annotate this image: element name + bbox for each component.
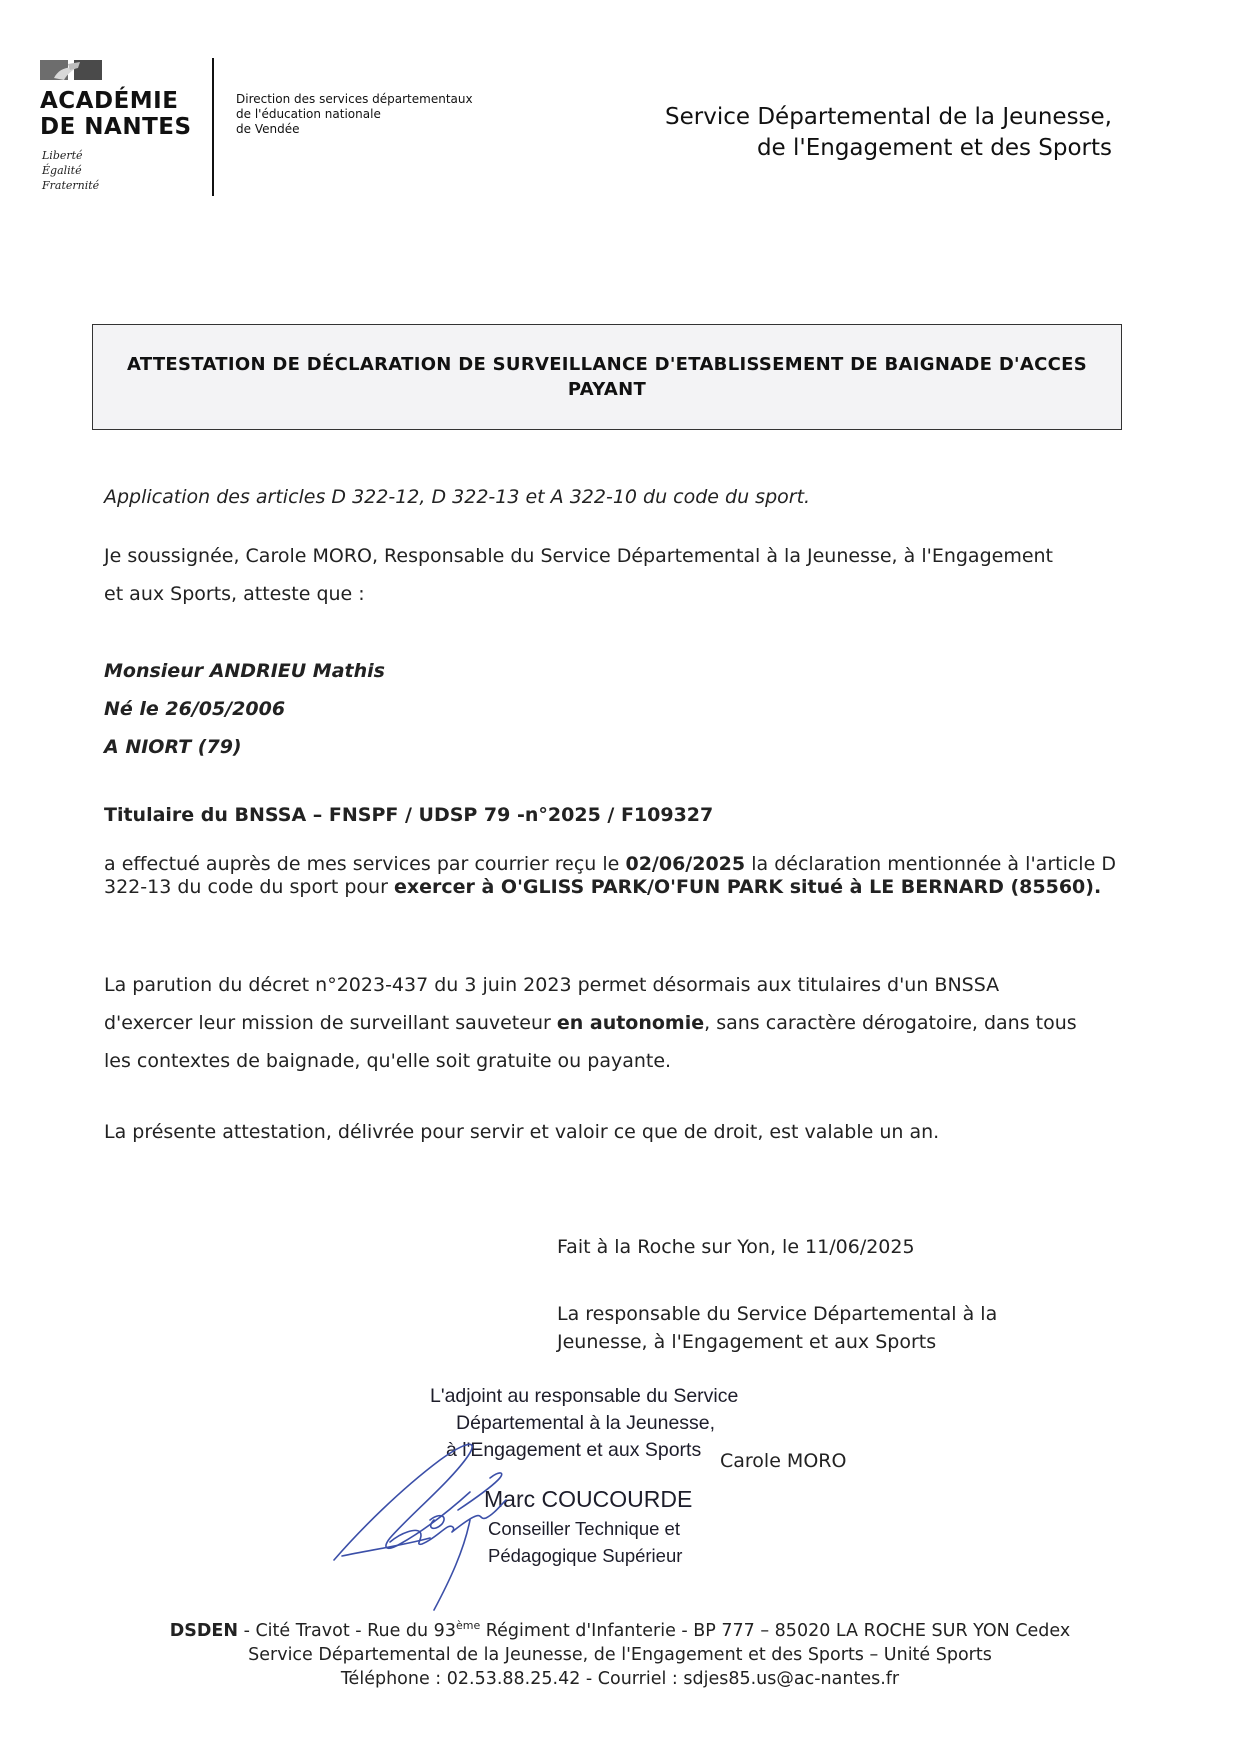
role-line-1: La responsable du Service Départemental à la (557, 1303, 998, 1325)
title-line-2: PAYANT (567, 379, 647, 400)
footer-address-b: Régiment d'Infanterie - BP 777 – 85020 LA ROCHE SUR YON Cedex (480, 1620, 1071, 1641)
titulaire-line: Titulaire du BNSSA – FNSPF / UDSP 79 -n°2025 / F109327 (104, 804, 714, 826)
title-line-1: ATTESTATION DE DÉCLARATION DE SURVEILLANCE D'ETABLISSEMENT DE BAIGNADE D'ACCES (127, 354, 1087, 375)
academy-line-1: ACADÉMIE (40, 88, 179, 114)
motto-fraternite: Fraternité (42, 179, 100, 192)
declaration-date: 02/06/2025 (625, 853, 746, 875)
birth-date: Né le 26/05/2006 (104, 698, 286, 720)
stamp-line-3: à l'Engagement et aux Sports (446, 1439, 702, 1461)
decret-autonomie: en autonomie (556, 1012, 705, 1034)
decret-line-2-b: , sans caractère dérogatoire, dans tous (704, 1012, 1077, 1034)
direction-line-3: de Vendée (236, 122, 300, 136)
decret-line-2-a: d'exercer leur mission de surveillant sauveteur (104, 1012, 557, 1034)
decret-line-2 (104, 1004, 1116, 1042)
signatory-name: Carole MORO (720, 1450, 847, 1472)
footer-address-a: - Cité Travot - Rue du 93 (238, 1620, 456, 1641)
attestation-intro (104, 537, 1116, 613)
stamp-line-2: Départemental à la Jeunesse, (456, 1412, 716, 1434)
intro-line-1: Je soussignée, Carole MORO, Responsable du Service Départemental à la Jeunesse, à l'Engagement (104, 545, 1054, 567)
marianne-logo-icon (40, 58, 110, 82)
service-line-2: de l'Engagement et des Sports (756, 135, 1112, 161)
stamp-title-2: Pédagogique Supérieur (488, 1545, 683, 1566)
intro-line-2: et aux Sports, atteste que : (104, 583, 365, 605)
place-date: Fait à la Roche sur Yon, le 11/06/2025 (557, 1236, 915, 1258)
declaration-part-2: la déclaration mentionnée à l'article D 322-13 du code du sport pour (104, 853, 1116, 898)
direction-line-2: de l'éducation nationale (236, 107, 381, 121)
application-articles: Application des articles D 322-12, D 322-13 et A 322-10 du code du sport. (104, 486, 811, 508)
service-line-1: Service Départemental de la Jeunesse, (665, 104, 1112, 130)
stamp-title-1: Conseiller Technique et (488, 1518, 680, 1539)
handwritten-signature-icon (330, 1420, 590, 1620)
decret-paragraph (104, 966, 1116, 1080)
academy-line-2: DE NANTES (40, 114, 192, 140)
academy-name (40, 88, 192, 140)
declaration-part-1: a effectué auprès de mes services par courrier reçu le (104, 853, 626, 875)
service-name (665, 102, 1112, 164)
footer-contact: Téléphone : 02.53.88.25.42 - Courriel : sdjes85.us@ac-nantes.fr (340, 1668, 900, 1689)
footer-dsden: DSDEN (169, 1620, 239, 1641)
footer-service: Service Départemental de la Jeunesse, de l'Engagement et des Sports – Unité Sports (248, 1644, 992, 1665)
declaration-paragraph (104, 853, 1116, 899)
role-line-2: Jeunesse, à l'Engagement et aux Sports (557, 1331, 937, 1353)
footer-ordinal: ème (455, 1619, 481, 1632)
direction-block (236, 92, 473, 137)
motto-liberte: Liberté (42, 149, 83, 162)
decret-line-3: les contextes de baignade, qu'elle soit gratuite ou payante. (104, 1050, 672, 1072)
decret-line-1: La parution du décret n°2023-437 du 3 juin 2023 permet désormais aux titulaires d'un BNSSA (104, 974, 1000, 996)
footer-address (0, 1614, 1240, 1643)
stamp-line-1: L'adjoint au responsable du Service (430, 1385, 739, 1407)
direction-line-1: Direction des services départementaux (236, 92, 473, 106)
person-name: Monsieur ANDRIEU Mathis (104, 660, 385, 682)
declaration-location: exercer à O'GLISS PARK/O'FUN PARK situé à LE BERNARD (85560). (393, 876, 1102, 898)
birth-place: A NIORT (79) (104, 736, 242, 758)
stamp-name: Marc COUCOURDE (484, 1486, 693, 1512)
document-title-box (92, 324, 1122, 430)
header-divider (212, 58, 214, 196)
validity-statement: La présente attestation, délivrée pour servir et valoir ce que de droit, est valable un an. (104, 1121, 940, 1143)
document-title (127, 352, 1087, 402)
signatory-role (557, 1300, 997, 1356)
motto-egalite: Égalité (42, 164, 82, 177)
republic-motto (42, 148, 99, 193)
footer (0, 1614, 1240, 1691)
